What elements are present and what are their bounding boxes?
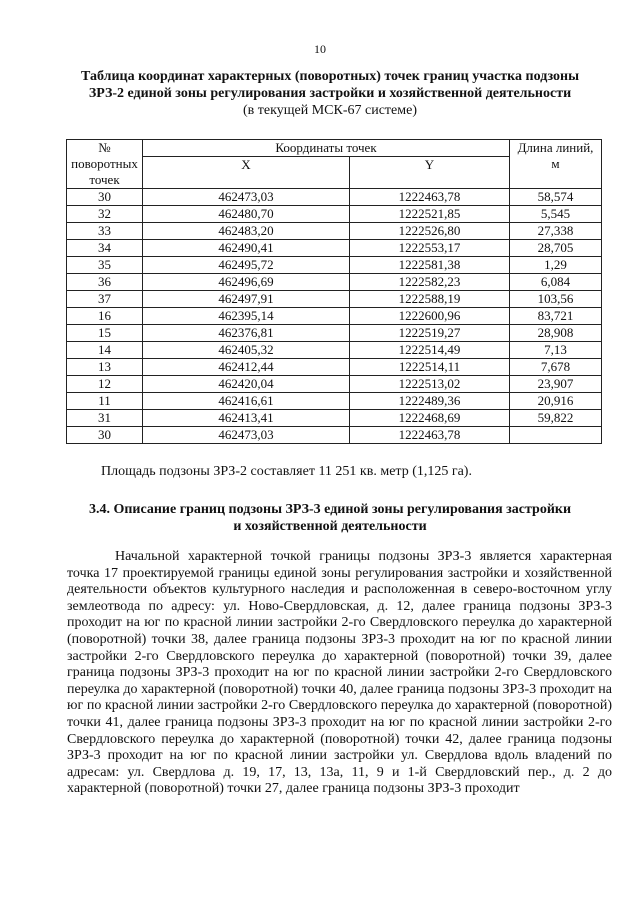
table-title	[50, 68, 610, 102]
table-row	[67, 223, 602, 240]
y-coordinate-cell: 1222468,69	[350, 410, 510, 427]
x-coordinate-cell: 462412,44	[143, 359, 350, 376]
page-number: 10	[314, 42, 326, 56]
point-number-cell: 36	[67, 274, 143, 291]
y-coordinate-cell: 1222514,11	[350, 359, 510, 376]
x-coordinate-cell: 462420,04	[143, 376, 350, 393]
point-number-cell: 12	[67, 376, 143, 393]
header-coordinates: Координаты точек	[143, 140, 510, 157]
point-number-cell: 33	[67, 223, 143, 240]
table-header-row	[67, 140, 602, 157]
y-coordinate-cell: 1222489,36	[350, 393, 510, 410]
y-coordinate-cell: 1222519,27	[350, 325, 510, 342]
table-row	[67, 189, 602, 206]
table-subtitle: (в текущей МСК-67 системе)	[243, 103, 417, 118]
header-point-number: № поворотных точек	[67, 140, 143, 189]
line-length-cell: 7,13	[510, 342, 602, 359]
point-number-cell: 15	[67, 325, 143, 342]
line-length-cell	[510, 427, 602, 444]
y-coordinate-cell: 1222600,96	[350, 308, 510, 325]
x-coordinate-cell: 462480,70	[143, 206, 350, 223]
section-heading	[70, 501, 590, 535]
area-text: Площадь подзоны ЗРЗ-2 составляет 11 251 кв. метр (1,125 га).	[101, 464, 472, 479]
table-title-line-2: ЗРЗ-2 единой зоны регулирования застройки и хозяйственной деятельности	[88, 86, 572, 101]
line-length-cell: 20,916	[510, 393, 602, 410]
table-row	[67, 359, 602, 376]
line-length-cell: 58,574	[510, 189, 602, 206]
table-row	[67, 410, 602, 427]
point-number-cell: 31	[67, 410, 143, 427]
x-coordinate-cell: 462496,69	[143, 274, 350, 291]
x-coordinate-cell: 462395,14	[143, 308, 350, 325]
x-coordinate-cell: 462473,03	[143, 189, 350, 206]
point-number-cell: 14	[67, 342, 143, 359]
line-length-cell: 7,678	[510, 359, 602, 376]
table-row	[67, 427, 602, 444]
point-number-cell: 30	[67, 189, 143, 206]
line-length-cell: 103,56	[510, 291, 602, 308]
table-row	[67, 206, 602, 223]
point-number-cell: 35	[67, 257, 143, 274]
header-y: Y	[350, 157, 510, 189]
table-title-line-1: Таблица координат характерных (поворотных) точек границ участка подзоны	[80, 69, 579, 84]
table-row	[67, 376, 602, 393]
header-x: X	[143, 157, 350, 189]
point-number-cell: 16	[67, 308, 143, 325]
x-coordinate-cell: 462490,41	[143, 240, 350, 257]
y-coordinate-cell: 1222521,85	[350, 206, 510, 223]
table-row	[67, 308, 602, 325]
line-length-cell: 5,545	[510, 206, 602, 223]
y-coordinate-cell: 1222514,49	[350, 342, 510, 359]
line-length-cell: 23,907	[510, 376, 602, 393]
header-line-length: Длина линий, м	[510, 140, 602, 189]
x-coordinate-cell: 462473,03	[143, 427, 350, 444]
y-coordinate-cell: 1222581,38	[350, 257, 510, 274]
coordinates-table	[66, 139, 602, 444]
line-length-cell: 27,338	[510, 223, 602, 240]
line-length-cell: 83,721	[510, 308, 602, 325]
x-coordinate-cell: 462495,72	[143, 257, 350, 274]
line-length-cell: 28,705	[510, 240, 602, 257]
x-coordinate-cell: 462416,61	[143, 393, 350, 410]
x-coordinate-cell: 462413,41	[143, 410, 350, 427]
y-coordinate-cell: 1222553,17	[350, 240, 510, 257]
table-row	[67, 325, 602, 342]
point-number-cell: 11	[67, 393, 143, 410]
y-coordinate-cell: 1222463,78	[350, 427, 510, 444]
line-length-cell: 59,822	[510, 410, 602, 427]
table-row	[67, 393, 602, 410]
line-length-cell: 1,29	[510, 257, 602, 274]
x-coordinate-cell: 462483,20	[143, 223, 350, 240]
line-length-cell: 6,084	[510, 274, 602, 291]
point-number-cell: 32	[67, 206, 143, 223]
table-row	[67, 257, 602, 274]
point-number-cell: 37	[67, 291, 143, 308]
y-coordinate-cell: 1222513,02	[350, 376, 510, 393]
x-coordinate-cell: 462405,32	[143, 342, 350, 359]
y-coordinate-cell: 1222526,80	[350, 223, 510, 240]
y-coordinate-cell: 1222463,78	[350, 189, 510, 206]
table-row	[67, 240, 602, 257]
point-number-cell: 34	[67, 240, 143, 257]
line-length-cell: 28,908	[510, 325, 602, 342]
section-heading-line-1: 3.4. Описание границ подзоны ЗРЗ-3 единой зоны регулирования застройки	[88, 502, 572, 517]
x-coordinate-cell: 462376,81	[143, 325, 350, 342]
table-row	[67, 342, 602, 359]
section-paragraph: Начальной характерной точкой границы подзоны ЗРЗ-3 является характерная точка 17 проектируемой границы единой зоны регулирования застройки и хозяйственной деятельности объектов культурного наследия и расположенная в северо-восточном углу землеотвода по адресу: ул. Ново-Свердловская, д. 12, далее граница подзоны ЗРЗ-3 проходит на юг по красной линии застройки 2-го Свердловского переулка до характерной (поворотной) точки 38, далее граница подзоны ЗРЗ-3 проходит на юг по красной линии застройки 2-го Свердловского переулка до характерной (поворотной) точки 39, далее граница подзоны ЗРЗ-3 проходит на юг по красной линии застройки 2-го Свердловского переулка до характерной (поворотной) точки 40, далее граница подзоны ЗРЗ-3 проходит на юг по красной линии застройки 2-го Свердловского переулка до характерной (поворотной) точки 41, далее граница подзоны ЗРЗ-3 проходит на юг по красной линии застройки 2-го Свердловского переулка до характерной (поворотной) точки 42, далее граница подзоны ЗРЗ-3 проходит на юг по красной линии застройки ул. Свердлова вдоль владений по адресам: ул. Свердлова д. 19, 17, 13, 13а, 11, 9 и 1-й Свердловский пер., д. 2 до характерной (поворотной) точки 27, далее граница подзоны ЗРЗ-3 проходит	[67, 549, 612, 797]
x-coordinate-cell: 462497,91	[143, 291, 350, 308]
table-row	[67, 274, 602, 291]
point-number-cell: 30	[67, 427, 143, 444]
table-row	[67, 291, 602, 308]
y-coordinate-cell: 1222582,23	[350, 274, 510, 291]
y-coordinate-cell: 1222588,19	[350, 291, 510, 308]
point-number-cell: 13	[67, 359, 143, 376]
section-heading-line-2: и хозяйственной деятельности	[233, 519, 427, 534]
